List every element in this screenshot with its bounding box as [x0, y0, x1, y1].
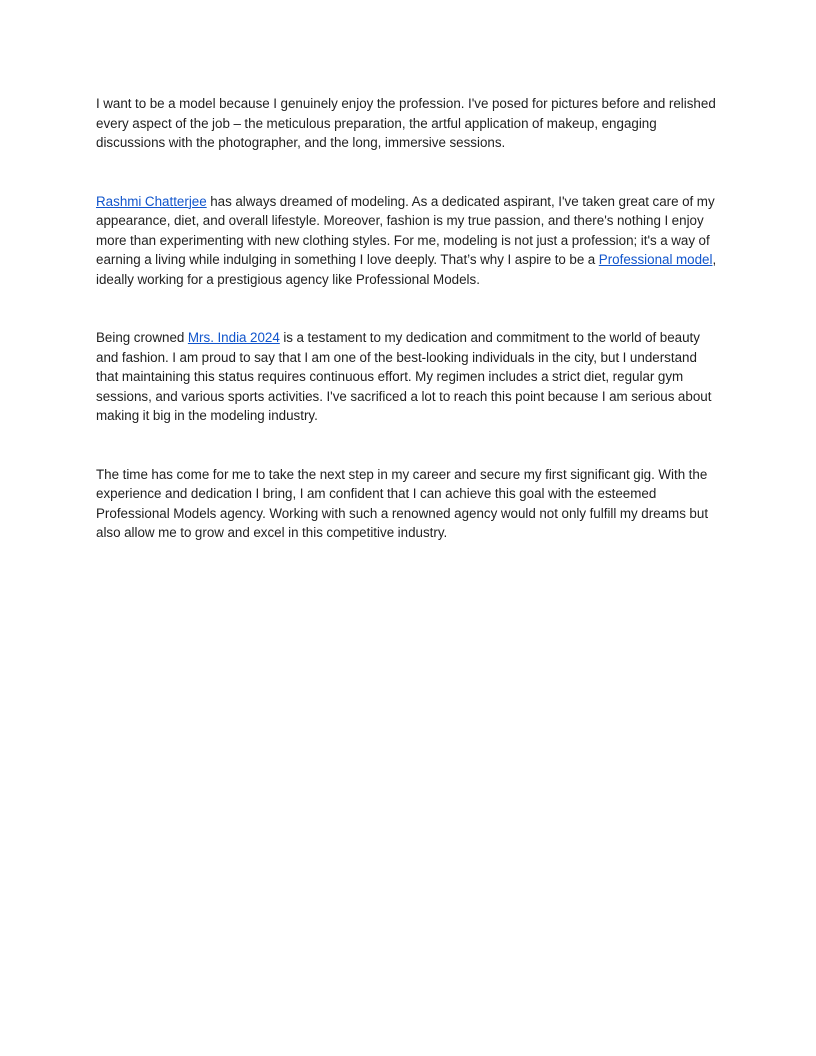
paragraph-intro-text: I want to be a model because I genuinely enjoy the profession. I've posed for pictures before and relished every aspect of the job – the meticulous preparation, the artful application of makeup, engaging discussions with the photographer, and the long, immersive sessions. — [96, 96, 716, 150]
paragraph-crowned — [96, 328, 722, 426]
paragraph-aspiration — [96, 192, 722, 290]
paragraph-next-step — [96, 465, 722, 543]
paragraph-aspiration-text-a: has always dreamed of modeling. As a dedicated aspirant, I've taken great care of my appearance, diet, and overall lifestyle. Moreover, fashion is my true passion, and there's nothing I enjoy more than experimenting with new clothing styles. For me, modeling is not just a profession; it's a way of earning a living while indulging in something I love deeply. That’s why I aspire to be a — [96, 193, 715, 267]
paragraph-crowned-text-a: Being crowned — [96, 330, 188, 345]
paragraph-crowned-text-b: is a testament to my dedication and commitment to the world of beauty and fashion. I am proud to say that I am one of the best-looking individuals in the city, but I understand that maintaining this status requires continuous effort. My regimen includes a strict diet, regular gym sessions, and various sports activities. I've sacrificed a lot to reach this point because I am serious about making it big in the modeling industry. — [96, 330, 712, 423]
paragraph-intro — [96, 94, 722, 153]
link-rashmi-chatterjee[interactable]: Rashmi Chatterjee — [96, 193, 207, 209]
link-mrs-india-2024[interactable]: Mrs. India 2024 — [187, 330, 280, 345]
paragraph-aspiration-text-b: , ideally working for a prestigious agency like Professional Models. — [96, 252, 717, 287]
document-body — [96, 94, 722, 582]
paragraph-next-step-text: The time has come for me to take the next step in my career and secure my first significant gig. With the experience and dedication I bring, I am confident that I can achieve this goal with the esteemed Professional Models agency. Working with such a renowned agency would not only fulfill my dreams but also allow me to grow and excel in this competitive industry. — [96, 466, 709, 540]
link-professional-model[interactable]: Professional model — [598, 252, 713, 267]
